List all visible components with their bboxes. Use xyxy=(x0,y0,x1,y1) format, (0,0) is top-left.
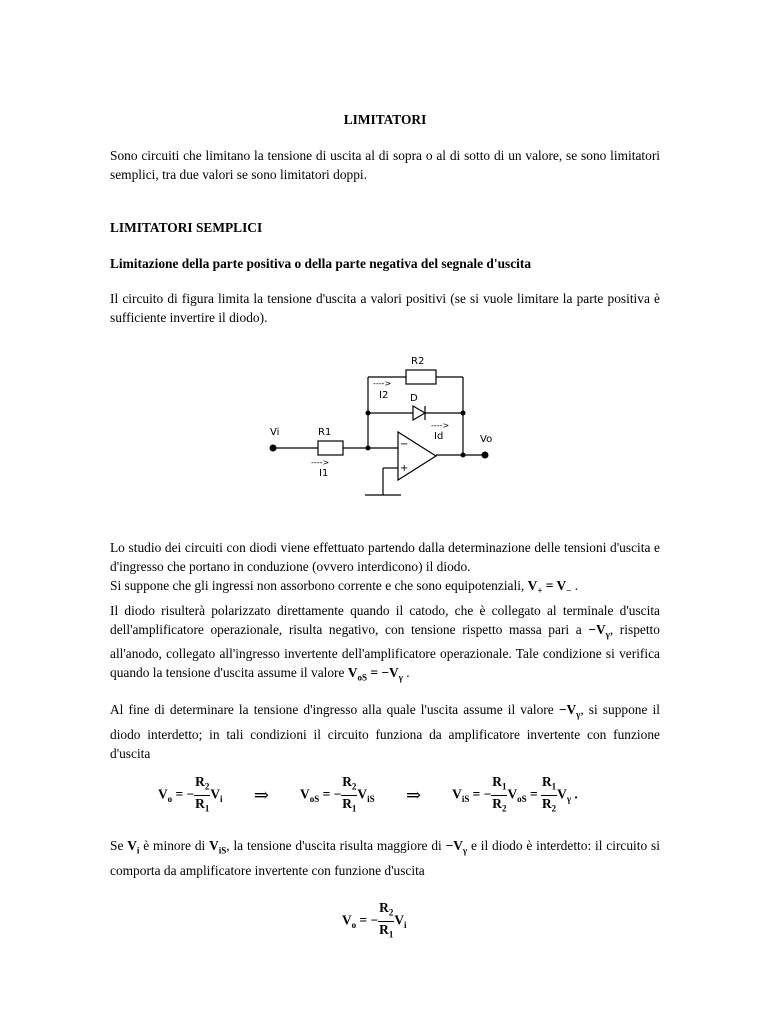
paragraph-4: Se $V_i$ è minore di $V_{iS}$, la tensione d'uscita risulta maggiore di $-V_\gamma$ e il diodo è interdetto: il circuito si comporta da amplificatore invertente con funzione d'uscita xyxy=(110,838,660,878)
svg-text:---->: ----> xyxy=(311,458,330,467)
svg-text:I1: I1 xyxy=(319,468,329,479)
svg-text:Vo: Vo xyxy=(480,434,493,445)
paragraph-3: Al fine di determinare la tensione d'ingresso alla quale l'uscita assume il valore $-V_\gamma$, si suppone il diodo interdetto; in tali condizioni il circuito funziona da amplificatore invertente con funzione d'uscita xyxy=(110,702,660,761)
resistor-r2 xyxy=(406,370,436,384)
intro-paragraph: Sono circuiti che limitano la tensione di uscita al di sopra o al di sotto di un valore, se sono limitatori semplici, tra due valori se sono limitatori doppi. xyxy=(110,148,660,182)
svg-text:R2: R2 xyxy=(411,356,425,367)
svg-text:I2: I2 xyxy=(379,390,389,401)
svg-text:Vi: Vi xyxy=(270,427,280,438)
svg-text:D: D xyxy=(410,393,418,404)
section-heading: LIMITATORI SEMPLICI xyxy=(110,220,263,235)
diode-d xyxy=(413,406,425,420)
svg-text:---->: ----> xyxy=(431,421,450,430)
paragraph-1: Il circuito di figura limita la tensione d'uscita a valori positivi (se si vuole limitare la parte positiva è sufficiente invertire il diodo). xyxy=(110,291,660,325)
svg-text:Id: Id xyxy=(434,431,444,442)
svg-text:+: + xyxy=(400,463,409,474)
resistor-r1 xyxy=(318,441,343,455)
paragraph-2: Lo studio dei circuiti con diodi viene effettuato partendo dalla determinazione delle tensioni d'uscita e d'ingresso che portano in conduzione (ovvero interdicono) il diodo. Si suppone che gli ingressi non assorbono corrente e che sono equipotenziali, $V_+ = V_-$ . Il diodo risulterà polarizzato direttamente quando il catodo, che è collegato al terminale d'uscita dell'amplificatore operazionale, risulta negativo, con tensione rispetto massa pari $a -V_\gamma$, rispetto all'anodo, collegato all'ingresso invertente dell'amplificatore operazionale. Tale condizione si verifica quando la tensione d'uscita assume il valore $V_{oS} = -V_\gamma$ . xyxy=(110,540,660,684)
subsection-heading: Limitazione della parte positiva o della parte negativa del segnale d'uscita xyxy=(110,256,532,271)
svg-text:---->: ----> xyxy=(373,379,392,388)
equation-row: $V_o$ = − $\frac{R_2}{R_1}$ $V_i$ ⇒ $V_{oS}$ = − $\frac{R_2}{R_1}$ $V_{iS}$ ⇒ $V_{iS}$ = − $\frac{R_1}{R_2}$ $V_{oS}$ = $\frac{R_1}{R_2}$ $V_\gamma$ . xyxy=(158,774,578,814)
svg-text:R1: R1 xyxy=(318,427,332,438)
equation-final: $V_o$ = − $\frac{R_2}{R_1}$ $V_i$ xyxy=(342,900,407,940)
svg-text:−: − xyxy=(400,439,409,450)
circuit-diagram xyxy=(253,340,523,515)
page-title: LIMITATORI xyxy=(343,112,427,127)
